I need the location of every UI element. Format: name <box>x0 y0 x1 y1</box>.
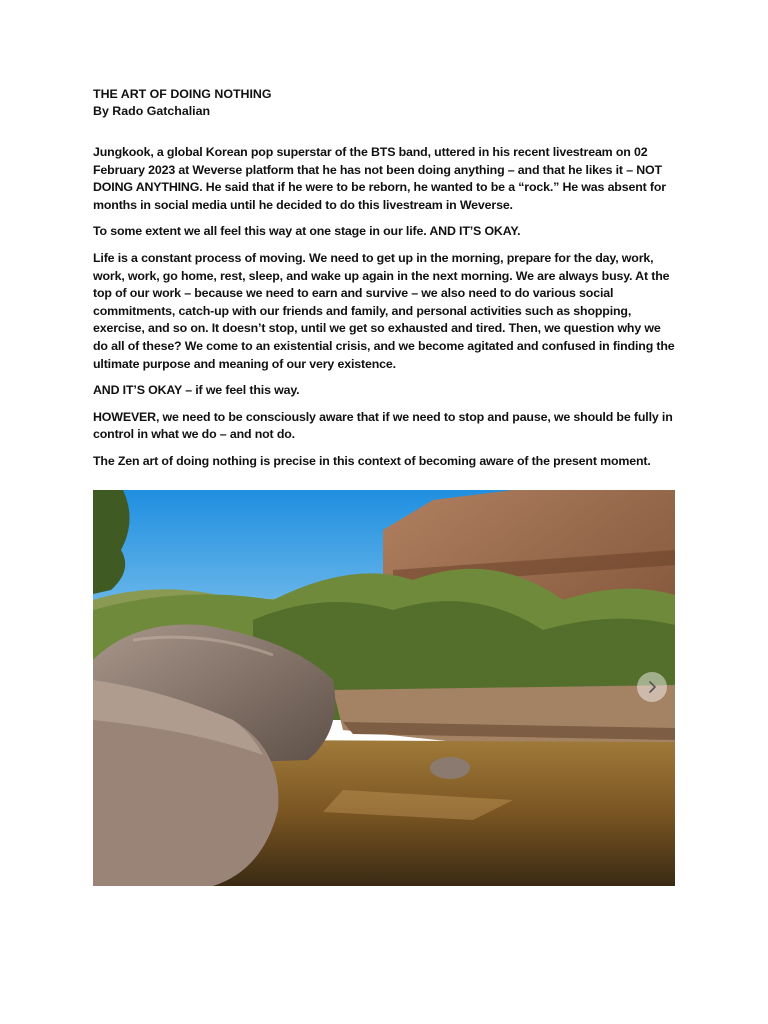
document-page <box>93 86 675 480</box>
landscape-photo <box>93 490 675 886</box>
paragraph-4: AND IT’S OKAY – if we feel this way. <box>93 383 300 398</box>
paragraph-2: To some extent we all feel this way at one stage in our life. AND IT’S OKAY. <box>93 224 521 239</box>
article-title: THE ART OF DOING NOTHING <box>93 87 272 101</box>
article-byline: By Rado Gatchalian <box>93 104 211 118</box>
paragraph-6: The Zen art of doing nothing is precise in this context of becoming aware of the present moment. <box>93 453 651 468</box>
chevron-right-icon <box>645 680 659 694</box>
paragraph-5: HOWEVER, we need to be consciously aware that if we need to stop and pause, we should be fully in control in what we do – and not do. <box>93 409 673 442</box>
paragraph-1: Jungkook, a global Korean pop superstar of the BTS band, uttered in his recent livestream on 02 February 2023 at Weverse platform that he has not been doing anything – and that he likes it – NOT DOING ANYTHING. He said that if he were to be reborn, he wanted to be a “rock.” He was absent for months in social media until he decided to do this livestream in Weverse. <box>93 145 666 212</box>
paragraph-3: Life is a constant process of moving. We need to get up in the morning, prepare for the day, work, work, work, go home, rest, sleep, and wake up again in the next morning. We are always busy. At the top of our work – because we need to earn and survive – we also need to do various social commitments, catch-up with our friends and family, and personal activities such as shopping, exercise, and so on. It doesn’t stop, until we get so exhausted and tired. Then, we question why we do all of these? We come to an existential crisis, and we become agitated and confused in finding the ultimate purpose and meaning of our very existence. <box>93 250 675 371</box>
carousel-next-button[interactable] <box>637 672 667 702</box>
landscape-illustration <box>93 490 675 886</box>
